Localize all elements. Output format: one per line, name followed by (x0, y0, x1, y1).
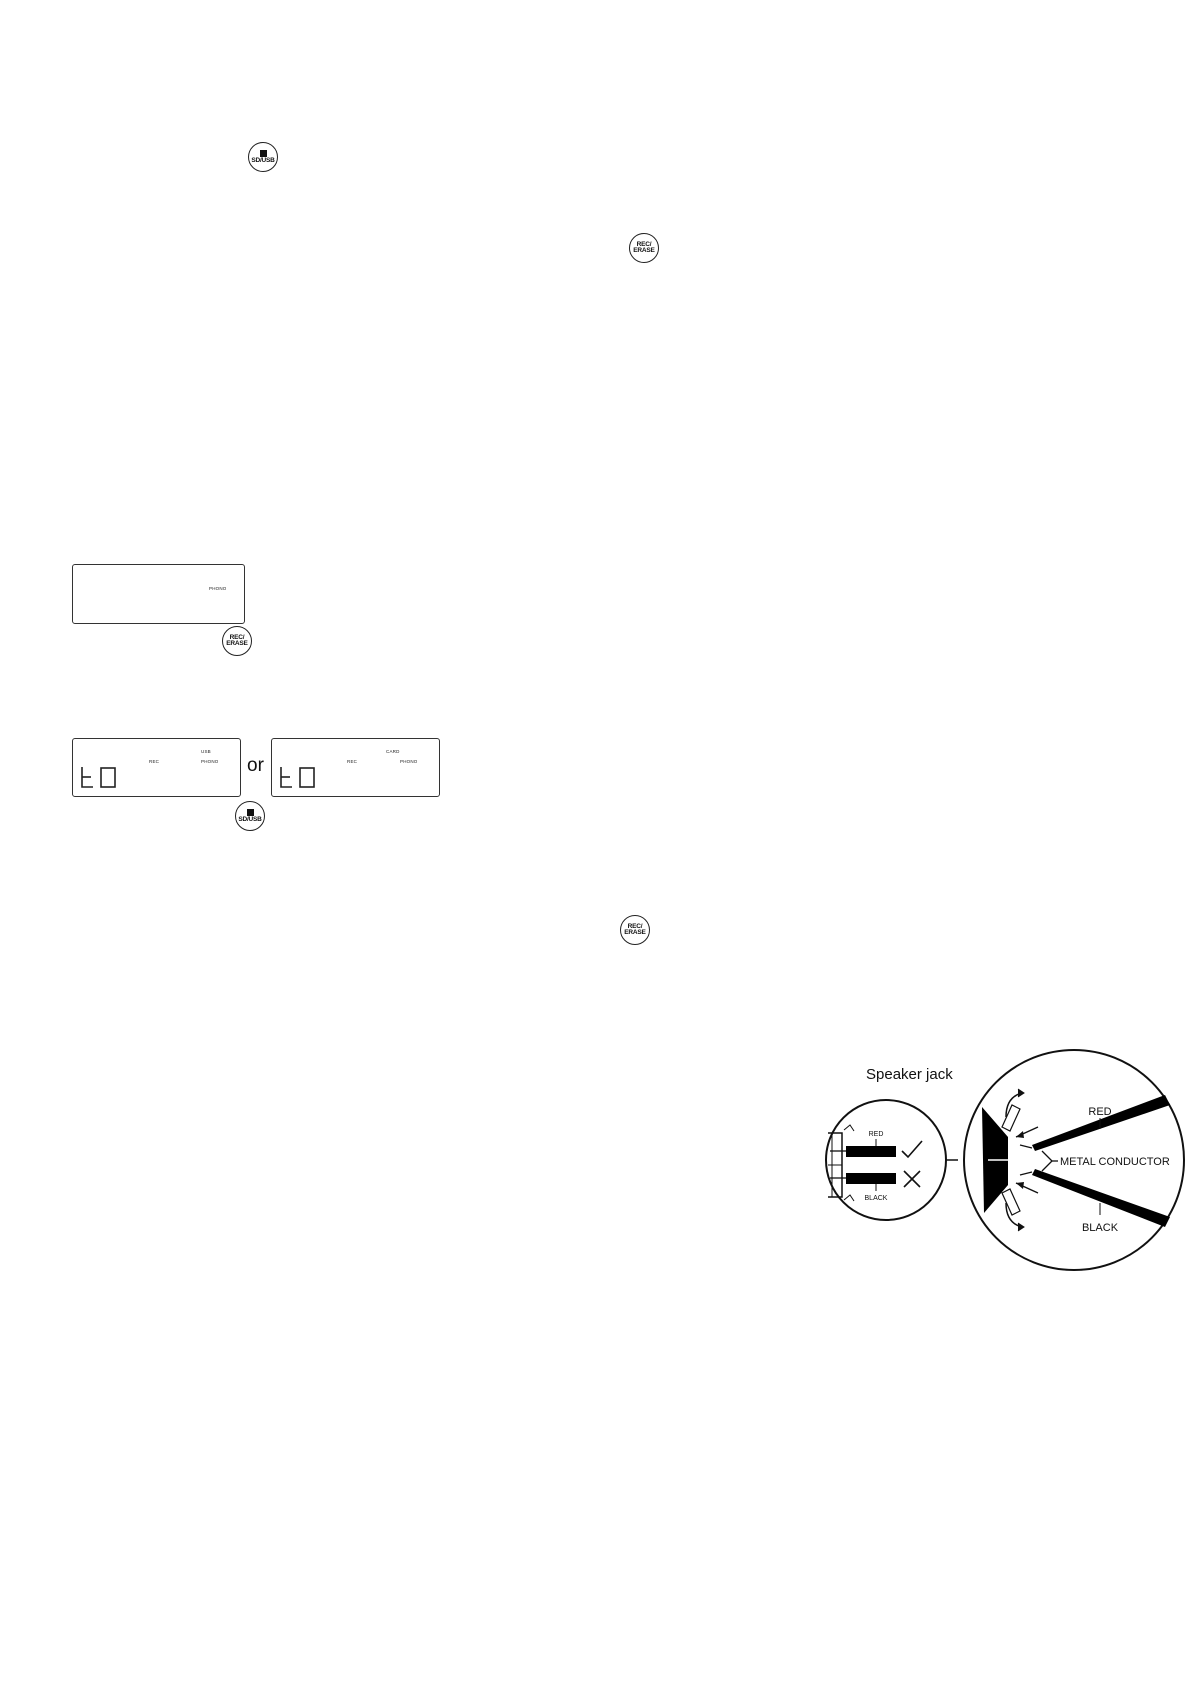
lcd-indicator-phono: PHONO (209, 586, 227, 591)
left-black-label: BLACK (864, 1195, 888, 1202)
speaker-jack-diagram (810, 1045, 1185, 1275)
lcd-display-usb (72, 738, 241, 797)
right-red-label: RED (1088, 1106, 1112, 1118)
stop-square-icon (260, 150, 267, 157)
or-separator: or (247, 755, 264, 776)
left-red-label: RED (868, 1131, 884, 1138)
lcd-display-phono (72, 564, 245, 624)
metal-conductor-label: METAL CONDUCTOR (1060, 1156, 1170, 1168)
button-label-line1: REC/ (627, 922, 643, 930)
lcd-display-card (271, 738, 440, 797)
button-label-line2: ERASE (226, 640, 248, 647)
lcd-indicator-usb: USB (201, 749, 211, 754)
speaker-jack-right-circle (964, 1050, 1184, 1270)
button-label: SD/USB (251, 156, 275, 164)
button-label-line2: ERASE (633, 247, 655, 254)
button-label-line2: ERASE (624, 929, 646, 936)
rec-erase-button[interactable] (629, 233, 659, 263)
lcd-segment-digits (278, 765, 322, 791)
speaker-jack-left-circle (826, 1100, 946, 1220)
stop-sd-usb-button[interactable] (248, 142, 278, 172)
speaker-jack-title: Speaker jack (866, 1066, 953, 1083)
stop-sd-usb-button[interactable] (235, 801, 265, 831)
lcd-segment-digits (79, 765, 123, 791)
right-black-label: BLACK (1081, 1222, 1119, 1234)
button-label: SD/USB (238, 815, 262, 823)
lcd-indicator-phono: PHONO (201, 759, 219, 764)
button-label-line1: REC/ (636, 240, 652, 248)
rec-erase-button[interactable] (222, 626, 252, 656)
stop-square-icon (247, 809, 254, 816)
button-label-line1: REC/ (229, 633, 245, 641)
rec-erase-button[interactable] (620, 915, 650, 945)
lcd-indicator-phono: PHONO (400, 759, 418, 764)
lcd-indicator-rec: REC (347, 759, 358, 764)
lcd-indicator-rec: REC (149, 759, 160, 764)
lcd-indicator-card: CARD (386, 749, 400, 754)
